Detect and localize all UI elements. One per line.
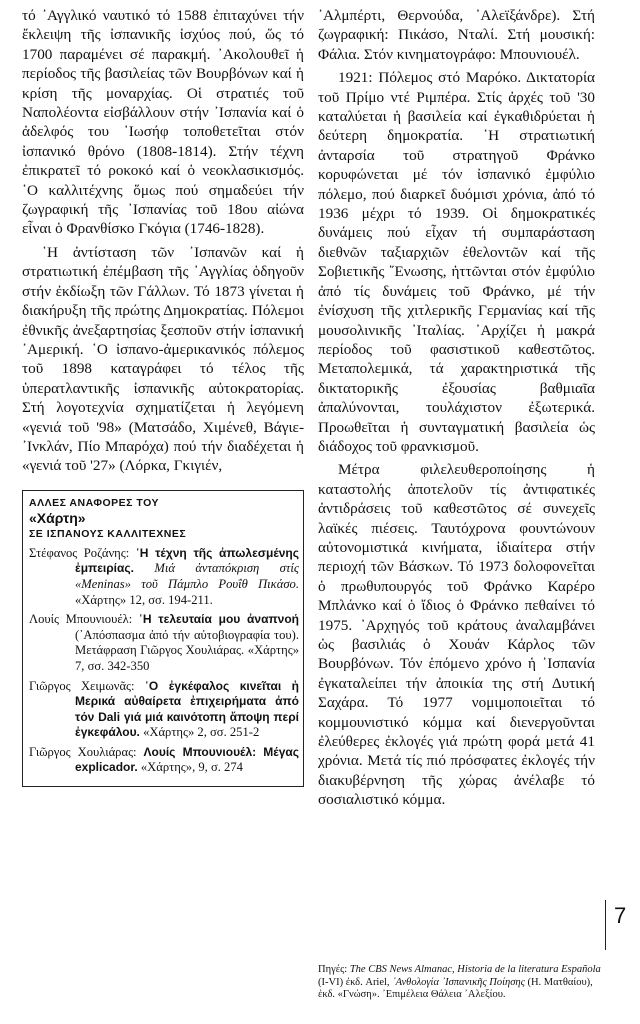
reference-source: «Χάρτης» 12, σσ. 194-211. (75, 592, 213, 607)
reference-author: Γιῶργος Χειμωνᾶς: (29, 678, 135, 693)
column-rule (605, 900, 606, 950)
sidebar-heading-2: «Χάρτη» (29, 509, 86, 526)
sidebar-heading-1: ΑΛΛΕΣ ΑΝΑΦΟΡΕΣ ΤΟΥ (29, 496, 160, 509)
reference-item (29, 745, 299, 776)
source-title-1: The CBS News Almanac, Historia de la literatura Española (349, 964, 601, 975)
references-list (29, 546, 299, 776)
reference-author: Γιῶργος Χουλιάρας: (29, 744, 137, 759)
reference-item (29, 679, 299, 741)
left-paragraph-1: τό ᾽Αγγλικό ναυτικό τό 1588 ἐπιταχύνει τήν ἔκλειψη τῆς ἰσπανικῆς ἰσχύος πού, ὥς τό 1700 παραμένει σέ παρακμή. ᾽Ακολουθεῖ ἡ περίοδος τῆς βασιλείας τῶν Βουρβόνων καί ἡ κρίση τῆς μοναρχίας. Οἱ στρατιές τοῦ Ναπολέοντα εἰσβάλλουν στήν ᾽Ισπανία καί ὁ ἀδελφός του ᾽Ιωσήφ τοποθετεῖται στόν ἰσπανικό θρόνο (1808-1814). Στήν τέχνη ἐπικρατεῖ τό ροκοκό καί ὁ νεοκλασικισμός. ῾Ο καλλιτέχνης ὅμως πού σημαδεύει τήν ζωγραφική τῆς ᾽Ισπανίας τοῦ 18ου αἰώνα εἶναι ὁ Φρανθίσκο Γκόγια (1746-1828). (22, 7, 304, 238)
source-publisher-1: (I-VI) ἐκδ. Ariel, (318, 976, 393, 988)
reference-author: Στέφανος Ροζάνης: (29, 545, 130, 560)
source-title-2: ᾽Ανθολογία ᾽Ισπανικῆς Ποίησης (392, 976, 525, 988)
right-column (318, 6, 595, 810)
reference-title: ῾Η τελευταία μου ἀναπνοή (138, 612, 299, 627)
source-publisher-2: (Η. Ματθαίου), ἐκδ. «Γνώση». ᾽Επιμέλεια Θάλεια ᾽Αλεξίου. (318, 976, 593, 1000)
page-number: 7 (614, 903, 627, 928)
left-paragraph-2: ῾Η ἀντίσταση τῶν ᾽Ισπανῶν καί ἡ στρατιωτική ἐπέμβαση τῆς ᾽Αγγλίας ὁδηγοῦν στήν ἐκδίωξη τῶν Γάλλων. Τό 1873 γίνεται ἡ διακήρυξη τῆς πρώτης Δημοκρατίας. Πόλεμοι ἐθνικῆς ἀνεξαρτησίας ξεσποῦν στήν ἰσπανική ᾽Αμερική. ῾Ο ἰσπανο-ἀμερικανικός πόλεμος τοῦ 1898 καταγράφει τό τέλος τῆς ὑπερατλαντικῆς ἰσπανικῆς αὐτοκρατορίας. Στή λογοτεχνία σχηματίζεται ἡ λεγόμενη «γενιά τοῦ '98» (Ματσάδο, Χιμένεθ, Βάγιε-᾽Ινκλάν, Πίο Μπαρόχα) πού τήν διαδέχεται ἡ «γενιά τοῦ '27» (Λόρκα, Γκιγιέν, (22, 243, 304, 475)
reference-item (29, 612, 299, 674)
right-paragraph-3: Μέτρα φιλελευθεροποίησης ἡ καταστολής ἀποτελοῦν τίς ἀντιφατικές ἀντιδράσεις τοῦ καθεστῶτος σέ συνεχεῖς λαϊκές πιέσεις. Ταυτόχρονα φουντώνουν αὐτονομιστικά κινήματα, ἰδιαίτερα στήν περιοχή τῶν Βάσκων. Τό 1973 δολοφονεῖται ὁ πρωθυπουργός τοῦ Φράνκο Καρέρο Μπλάνκο καί ὁ ἴδιος ὁ Φράνκο πεθαίνει τό 1975. ᾽Αρχηγός τοῦ κράτους ἀναλαμβάνει ὡς βασιλιάς ὁ Χουάν Κάρλος τῶν Βουρβόνων. Τόν ἑπόμενο χρόνο ἡ ᾽Ισπανία ἐγκαταλείπει τήν ἀποικία της στή Δυτική Σαχάρα. Τό 1977 νομιμοποιεῖται τό κομμουνιστικό κόμμα καί διενεργοῦνται ἐλεύθερες ἐκλογές γιά πρώτη φορά μετά 41 χρόνια. Μετά τίς πιό πρόσφατες ἐκλογές τήν διακυβέρνηση τῆς χώρας ἀνέλαβε τό σοσιαλιστικό κόμμα. (318, 461, 595, 809)
reference-source: «Χάρτης» 2, σσ. 251-2 (143, 725, 260, 740)
right-paragraph-2: 1921: Πόλεμος στό Μαρόκο. Δικτατορία τοῦ Πρίμο ντέ Ριμπέρα. Στίς ἀρχές τοῦ '30 καταλύεται ἡ βασιλεία καί ἐγκαθιδρύεται ἡ δεύτερη δημοκρατία. ῾Η στρατιωτική ἀνταρσία τοῦ στρατηγοῦ Φράνκο κορυφώνεται μέ τόν ἰσπανικό ἐμφύλιο πόλεμο, πού διαρκεῖ δυόμισι χρόνια, ἀπό τό 1936 μέχρι τό 1939. Οἱ δημοκρατικές δυνάμεις πού εἶχαν τή συμπαράσταση διεθνῶν ταξιαρχιῶν ἐθελοντῶν καί τῆς Σοβιετικῆς ῞Ενωσης, ἡττῶνται στόν ἐμφύλιο ἀπό τίς δυνάμεις τοῦ Φράνκο, μέ τήν ἐνίσχυση τῆς χιτλερικῆς Γερμανίας καί τῆς μουσολινικῆς ᾽Ιταλίας. ᾽Αρχίζει ἡ μακρά περίοδος τοῦ φασιστικοῦ καθεστῶτος. Μεταπολεμικά, τά χαρακτηριστικά τῆς δικτατορικῆς ἐξουσίας βαθμιαῖα ἀπαλύνονται, τουλάχιστον ἐξωτερικά. Προωθεῖται ἡ συνταγματική βασιλεία ὡς διάδοχος τοῦ φρανκισμοῦ. (318, 69, 595, 455)
left-column (22, 6, 304, 787)
reference-title: ῾Η τέχνη τῆς ἀπωλεσμένης ἐμπειρίας. (75, 545, 300, 576)
reference-title: Λουίς Μπουνιουέλ: Μέγας explicador. (75, 744, 299, 775)
reference-source: «Χάρτης», 9, σ. 274 (140, 760, 243, 775)
reference-title: ῾Ο ἐγκέφαλος κινεῖται ἡ Μερικά αὐθαίρετα ἐπιχειρήματα ἀπό τόν Dali γιά μιά καινότοπη ἄποψη περί ἐγκεφάλου. (75, 678, 300, 740)
sources-label: Πηγές: (318, 964, 348, 975)
reference-item (29, 546, 299, 608)
references-sidebar (22, 490, 304, 787)
sources-note (318, 964, 608, 1002)
reference-subtitle: Μιά ἀνταπόκριση στίς «Meninas» τοῦ Πάμπλο Ρουΐθ Πικάσο. (75, 561, 299, 591)
sidebar-heading-3: ΣΕ ΙΣΠΑΝΟΥΣ ΚΑΛΛΙΤΕΧΝΕΣ (29, 527, 187, 540)
reference-source: (᾽Απόσπασμα ἀπό τήν αὐτοβιογραφία του). Μετάφραση Γιῶργος Χουλιάρας. «Χάρτης» 7, σσ. 342-350 (75, 627, 299, 673)
right-paragraph-1: ᾽Αλμπέρτι, Θερνούδα, ᾽Αλεϊξάνδρε). Στή ζωγραφική: Πικάσο, Νταλί. Στή μουσική: Φάλια. Στόν κινηματογράφο: Μπουνιουέλ. (318, 7, 595, 63)
reference-author: Λουίς Μπουνιουέλ: (29, 612, 133, 627)
